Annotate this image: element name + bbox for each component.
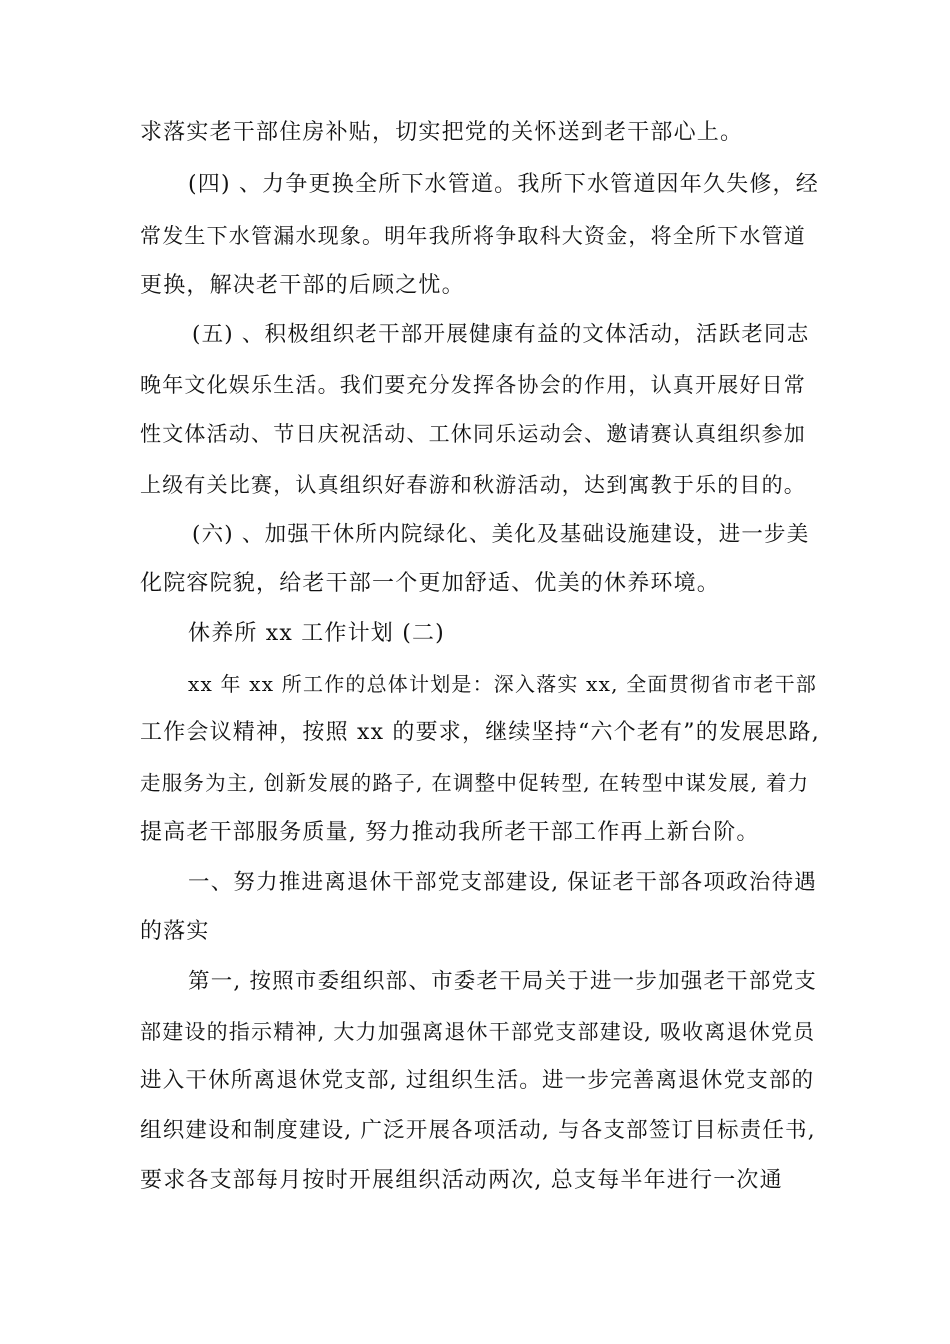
text-line: (五) 、积极组织老干部开展健康有益的文体活动，活跃老同志 [192, 322, 810, 347]
text-line: 组织建设和制度建设, 广泛开展各项活动, 与各支部签订目标责任书, [140, 1118, 816, 1143]
text-line: 提高老干部服务质量, 努力推动我所老干部工作再上新台阶。 [140, 820, 760, 845]
text-line: 要求各支部每月按时开展组织活动两次, 总支每半年进行一次通 [140, 1168, 783, 1193]
text-line: 的落实 [140, 919, 210, 944]
text-line: 部建设的指示精神, 大力加强离退休干部党支部建设, 吸收离退休党员 [140, 1020, 816, 1044]
text-line: 工作会议精神，按照 xx 的要求，继续坚持“六个老有”的发展思路, [140, 720, 820, 745]
text-line: 第一, 按照市委组织部、市委老干局关于进一步加强老干部党支 [188, 969, 817, 994]
text-line: (六) 、加强干休所内院绿化、美化及基础设施建设，进一步美 [192, 522, 810, 547]
text-line: 化院容院貌，给老干部一个更加舒适、优美的休养环境。 [140, 571, 721, 596]
text-line: (四) 、力争更换全所下水管道。我所下水管道因年久失修，经 [188, 172, 819, 197]
text-line: 走服务为主, 创新发展的路子, 在调整中促转型, 在转型中谋发展, 着力 [140, 771, 810, 795]
text-line: 求落实老干部住房补贴，切实把党的关怀送到老干部心上。 [140, 120, 744, 145]
section-heading: 休养所 xx 工作计划 (二) [188, 621, 445, 646]
text-line: 常发生下水管漏水现象。明年我所将争取科大资金，将全所下水管道 [140, 224, 806, 248]
text-line: 性文体活动、节日庆祝活动、工休同乐运动会、邀请赛认真组织参加 [140, 422, 806, 446]
text-line: 一、努力推进离退休干部党支部建设, 保证老干部各项政治待遇 [188, 870, 817, 895]
text-line: xx 年 xx 所工作的总体计划是：深入落实 xx, 全面贯彻省市老干部 [188, 672, 818, 696]
text-line: 进入干休所离退休党支部, 过组织生活。进一步完善离退休党支部的 [140, 1068, 815, 1093]
text-line: 上级有关比赛，认真组织好春游和秋游活动，达到寓教于乐的目的。 [140, 473, 806, 497]
text-line: 晚年文化娱乐生活。我们要充分发挥各协会的作用，认真开展好日常 [140, 373, 806, 397]
text-line: 更换，解决老干部的后顾之忧。 [140, 273, 465, 298]
